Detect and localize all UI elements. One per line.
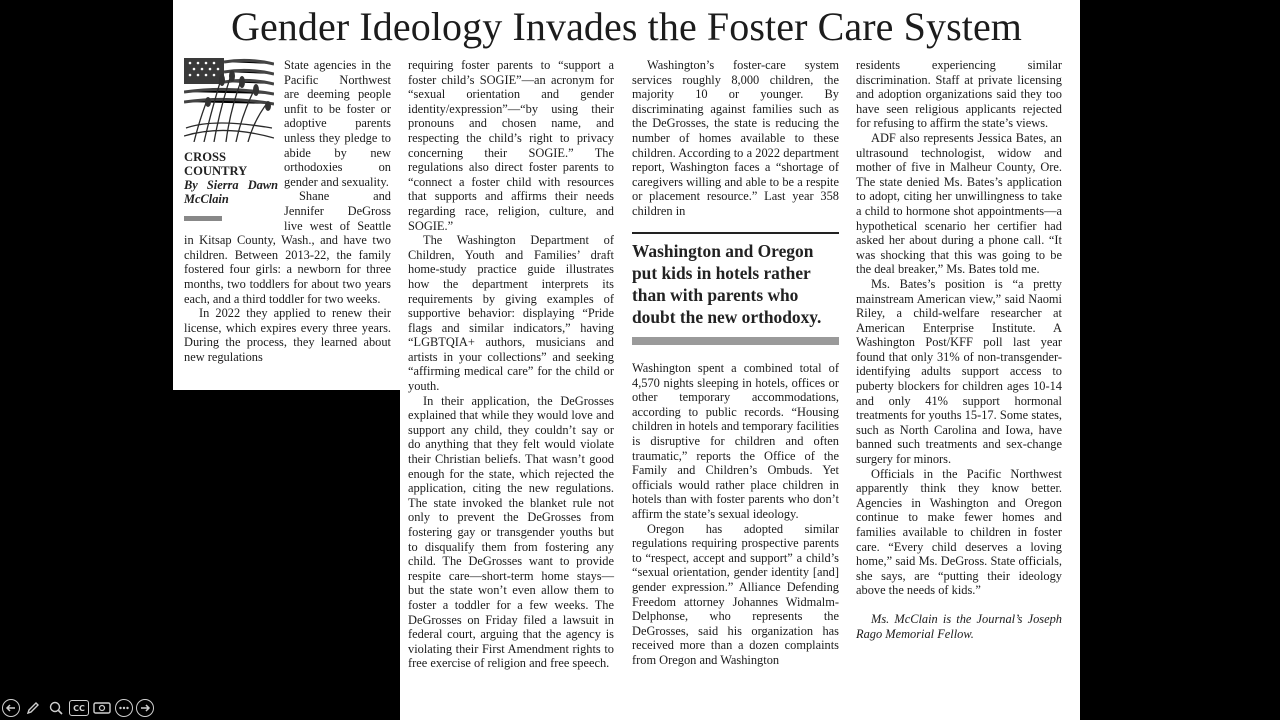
wheat-flag-illustration-icon bbox=[184, 58, 274, 142]
magnifier-icon bbox=[48, 700, 64, 716]
article-column-2 bbox=[408, 58, 614, 671]
article-column-4 bbox=[856, 58, 1062, 641]
subtitles-button[interactable]: CC bbox=[69, 700, 89, 716]
ellipsis-icon bbox=[118, 702, 130, 714]
paragraph: State agencies in the Pacific Northwest are deeming people unfit to be foster or adoptive parents unless they pledge to abide by new orthodoxies on gender and sexuality. bbox=[284, 58, 391, 189]
pen-tool-button[interactable] bbox=[23, 698, 43, 718]
camera-button[interactable] bbox=[92, 698, 112, 718]
arrow-right-icon bbox=[139, 702, 151, 714]
paragraph: Washington spent a combined total of 4,570 nights sleeping in hotels, offices or other temporary accommodations, according to public records. “Housing children in hotels and temporary facilities is disruptive for children and often traumatic,” reports the Office of the Family and Children’s Ombuds. Yet officials would rather place children in hotels than with foster parents who don’t affirm the state’s sexual ideology. bbox=[632, 361, 839, 521]
previous-slide-button[interactable] bbox=[2, 699, 20, 717]
zoom-button[interactable] bbox=[46, 698, 66, 718]
paragraph: Oregon has adopted similar regulations requiring prospective parents to “respect, accept and support” a child’s “sexual orientation, gender identity [and] gender expression.” Alliance Defending Freedom attorney Johannes Widmalm-Delphonse, who represents the DeGrosses, said his organization has received more than a dozen complaints from Oregon and Washington bbox=[632, 521, 839, 667]
paragraph: In their application, the DeGrosses explained that while they would love and support any child, they couldn’t say or do anything that they felt would violate their Christian beliefs. That wasn’t good enough for the state, which rejected the application, citing the new regulations. The state invoked the blanket rule not only to prevent the DeGrosses from fostering gay or transgender youths but to disqualify them from fostering any child. The DeGrosses want to provide respite care—short-term home stays—but the state won’t even allow them to foster a toddler for a few weeks. The DeGrosses on Friday filed a lawsuit in federal court, arguing that the agency is violating their First Amendment rights to free exercise of religion and free speech. bbox=[408, 393, 614, 671]
next-slide-button[interactable] bbox=[136, 699, 154, 717]
pullquote: Washington and Oregon put kids in hotels rather than with parents who doubt the new orthodoxy. bbox=[632, 241, 822, 327]
column-rule bbox=[184, 216, 222, 221]
paragraph: Ms. Bates’s position is “a pretty mainstream American view,” said Naomi Riley, a child-welfare researcher at American Enterprise Institute. A Washington Post/KFF poll last year found that only 31% of non-transgender-identifying adults support access to puberty blockers for children ages 10-14 and only 41% support hormonal treatments for youths 15-17. Some states, such as North Carolina and Iowa, have banned such treatments and sex-change surgery for minors. bbox=[856, 276, 1062, 467]
article-column-3-bottom bbox=[632, 361, 839, 667]
paragraph: Officials in the Pacific Northwest apparently think they know better. Agencies in Washington and Oregon continue to make fewer homes and families available to children in foster care. “Every child deserves a loving home,” said Ms. DeGross. State officials, she says, are “putting their ideology above the needs of kids.” bbox=[856, 466, 1062, 598]
paragraph: residents experiencing similar discrimination. Staff at private licensing and adoption organizations said they too have seen religious applicants rejected for refusing to affirm the state’s views. bbox=[856, 58, 1062, 131]
presentation-toolbar bbox=[0, 696, 172, 720]
video-camera-icon bbox=[93, 700, 111, 716]
paragraph: Washington’s foster-care system services roughly 8,000 children, the majority 10 or younger. By discriminating against families such as the DeGrosses, the state is reducing the number of homes available to these children. According to a 2022 department report, Washington faces a “shortage of caregivers willing and able to be a respite or placement resource.” Last year 358 children in bbox=[632, 58, 839, 218]
column-kicker: CROSS COUNTRY bbox=[184, 150, 248, 178]
pullquote-top-rule bbox=[632, 232, 839, 234]
pullquote-bottom-rule bbox=[632, 337, 839, 345]
pen-icon bbox=[25, 700, 41, 716]
paragraph: Shane and Jennifer DeGross live west of Seattle in Kitsap County, Wash., and have two children. Between 2013-22, the family fostered four girls: a newborn for three months, two toddlers for about two years each, and a third toddler for two weeks. bbox=[184, 189, 391, 306]
paragraph: The Washington Department of Children, Youth and Families’ draft home-study practice guide illustrates how the department interprets its requirements by giving examples of supportive behavior: displaying “Pride flags and similar indicators,” having “LGBTQIA+ authors, musicians and artists in your collections” and seeking “affirming medical care” for the child or youth. bbox=[408, 233, 614, 394]
headline: Gender Ideology Invades the Foster Care System bbox=[230, 4, 1023, 49]
column-label bbox=[184, 58, 278, 221]
paragraph: requiring foster parents to “support a foster child’s SOGIE”—an acronym for “sexual orientation and gender identity/expression”—“by using their pronouns and chosen name, and respecting the child’s right to privacy concerning their SOGIE.” The regulations also direct foster parents to “connect a foster child with resources that supports and affirms their needs regarding race, religion, culture, and SOGIE.” bbox=[408, 58, 614, 233]
byline: By Sierra Dawn McClain bbox=[184, 178, 278, 206]
more-options-button[interactable] bbox=[115, 699, 133, 717]
article-column-3-top bbox=[632, 58, 839, 219]
paragraph: ADF also represents Jessica Bates, an ultrasound technologist, widow and mother of five in Malheur County, Ore. The state denied Ms. Bates’s application to adopt, citing her unwillingness to take a child to hormone shot appointments—a hypothetical scenario her certifier had asked her about during a phone call. “It was shocking that this was going to be the deal breaker,” Ms. Bates told me. bbox=[856, 130, 1062, 277]
article-column-1 bbox=[184, 58, 391, 364]
author-signoff: Ms. McClain is the Journal’s Joseph Rago Memorial Fellow. bbox=[856, 611, 1062, 641]
arrow-left-icon bbox=[5, 702, 17, 714]
paragraph: In 2022 they applied to renew their license, which expires every three years. During the process, they learned about new regulations bbox=[184, 306, 391, 364]
